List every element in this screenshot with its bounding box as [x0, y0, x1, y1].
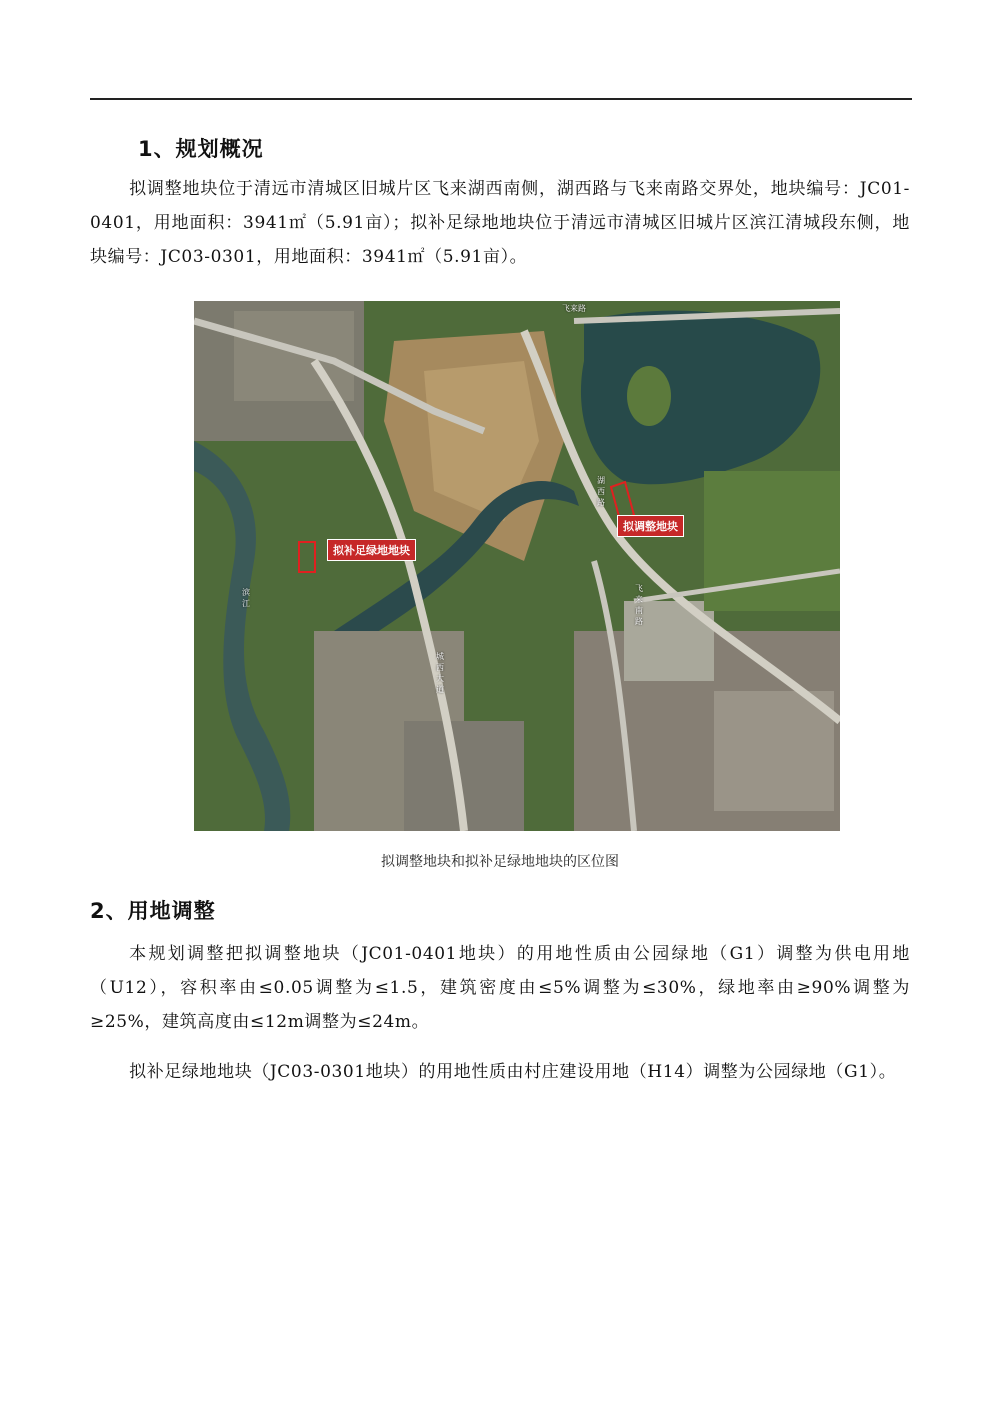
header-rule — [90, 98, 912, 100]
road-label-chengxi: 城西大道 — [436, 652, 444, 694]
section-2-heading: 2、用地调整 — [90, 899, 216, 923]
adjust-plot-label: 拟调整地块 — [617, 515, 684, 537]
section-2-paragraph-2: 拟补足绿地地块（JC03-0301地块）的用地性质由村庄建设用地（H14）调整为公园绿地（G1）。 — [129, 1062, 897, 1082]
green-plot-label: 拟补足绿地地块 — [327, 539, 416, 561]
road-label-feilai: 飞来路 — [562, 304, 586, 313]
location-map — [194, 301, 840, 831]
map-caption: 拟调整地块和拟补足绿地地块的区位图 — [381, 854, 619, 870]
section-2-paragraph-1: 本规划调整把拟调整地块（JC01-0401地块）的用地性质由公园绿地（G1）调整为供电用地（U12），容积率由≤0.05调整为≤1.5，建筑密度由≤5%调整为≤30%，绿地率由≥90%调整为≥25%，建筑高度由≤12m调整为≤24m。 — [90, 944, 910, 1032]
section-1-heading: 1、规划概况 — [138, 137, 264, 161]
section-1-paragraph: 拟调整地块位于清远市清城区旧城片区飞来湖西南侧，湖西路与飞来南路交界处，地块编号：JC01-0401，用地面积：3941㎡（5.91亩）；拟补足绿地地块位于清远市清城区旧城片区滨江清城段东侧，地块编号：JC03-0301，用地面积：3941㎡（5.91亩）。 — [90, 179, 910, 267]
road-label-binjiang: 滨江 — [242, 588, 250, 608]
road-label-feilai-south: 飞来南路 — [635, 584, 643, 626]
road-label-huxi: 湖西路 — [597, 476, 605, 507]
satellite-image — [194, 301, 840, 831]
